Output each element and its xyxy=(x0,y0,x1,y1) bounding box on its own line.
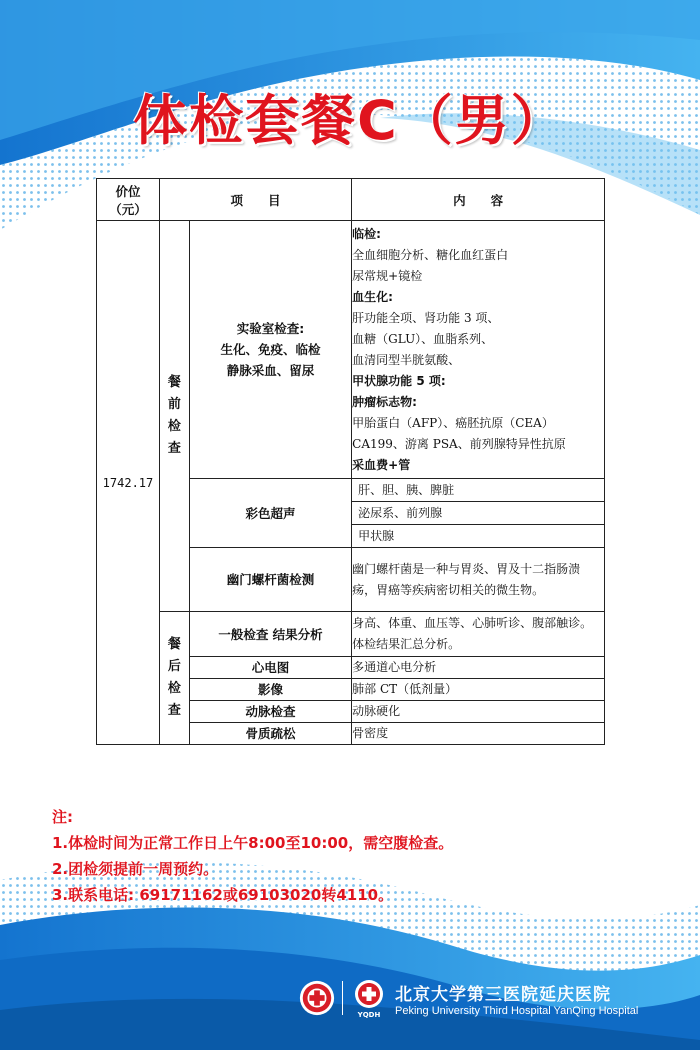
package-table xyxy=(96,178,605,745)
lab-content-line: 临检: xyxy=(352,226,381,241)
after-content-cell: 多通道心电分析 xyxy=(352,657,605,679)
table-row-after xyxy=(97,612,605,657)
lab-content-line: 血糖（GLU）、血脂系列、 xyxy=(352,331,494,346)
lab-content-cell xyxy=(352,221,605,479)
ultrasound-item-cell: 彩色超声 xyxy=(189,479,351,548)
notes xyxy=(52,804,453,908)
after-content-cell: 骨密度 xyxy=(352,723,605,745)
lab-content-line: 甲胎蛋白（AFP）、癌胚抗原（CEA） xyxy=(352,415,554,430)
lab-item-line: 生化、免疫、临检 xyxy=(220,342,321,357)
hospital-name xyxy=(395,980,638,1017)
after-content-cell: 身高、体重、血压等、心肺听诊、腹部触诊。体检结果汇总分析。 xyxy=(352,612,605,657)
after-item-cell: 动脉检查 xyxy=(189,701,351,723)
hp-content-cell: 幽门螺杆菌是一种与胃炎、胃及十二指肠溃疡，胃癌等疾病密切相关的微生物。 xyxy=(352,548,605,612)
hospital-name-en: Peking University Third Hospital YanQing Hospital xyxy=(395,1004,639,1017)
stage-after-meal xyxy=(159,612,189,745)
hospital-emblem-icon xyxy=(298,979,336,1017)
logo-text: YQDH xyxy=(357,1011,381,1019)
ultrasound-line: 泌尿系、前列腺 xyxy=(352,502,604,525)
lab-content-line: 全血细胞分析、糖化血红蛋白 xyxy=(352,247,509,262)
lab-content-line: CA199、游离 PSA、前列腺特异性抗原 xyxy=(352,436,566,451)
header-price xyxy=(97,179,160,221)
header-price-line2: （元） xyxy=(109,201,147,217)
lab-content-line: 甲状腺功能 5 项: xyxy=(352,373,446,388)
lab-content-line: 尿常规+镜检 xyxy=(352,268,423,283)
ultrasound-line: 肝、胆、胰、脾脏 xyxy=(352,479,604,502)
hospital-logo-icon xyxy=(349,977,389,1019)
notes-heading: 注: xyxy=(52,808,73,826)
page-title: 体检套餐C（男） xyxy=(133,89,567,152)
after-content-cell: 动脉硬化 xyxy=(352,701,605,723)
table-header-row xyxy=(97,179,605,221)
hospital-name-cn: 北京大学第三医院延庆医院 xyxy=(395,984,611,1005)
stage-before-meal xyxy=(159,221,189,612)
ultrasound-content-cell xyxy=(352,479,605,548)
header-content: 内 容 xyxy=(352,179,605,221)
footer-branding xyxy=(298,977,638,1019)
logo-separator xyxy=(342,981,343,1015)
stage-before-label: 餐前检查 xyxy=(167,375,181,456)
lab-item-line: 实验室检查: xyxy=(236,321,305,336)
after-item-cell: 骨质疏松 xyxy=(189,723,351,745)
lab-content-line: 肝功能全项、肾功能 3 项、 xyxy=(352,310,500,325)
lab-content-line: 血清同型半胱氨酸、 xyxy=(352,352,461,367)
after-item-cell: 心电图 xyxy=(189,657,351,679)
after-content-cell: 肺部 CT（低剂量） xyxy=(352,679,605,701)
lab-item-cell xyxy=(189,221,351,479)
table-row-lab xyxy=(97,221,605,479)
lab-content-line: 血生化: xyxy=(352,289,393,304)
after-item-cell: 影像 xyxy=(189,679,351,701)
lab-content-line: 采血费+管 xyxy=(352,457,411,472)
header-price-line1: 价位 xyxy=(115,183,141,199)
note-item: 1.体检时间为正常工作日上午8:00至10:00，需空腹检查。 xyxy=(52,834,454,852)
stage-after-label: 餐后检查 xyxy=(167,637,181,718)
note-item: 2.团检须提前一周预约。 xyxy=(52,860,219,878)
price-cell: 1742.17 xyxy=(97,221,160,745)
hp-item-cell: 幽门螺杆菌检测 xyxy=(189,548,351,612)
note-item: 3.联系电话: 69171162或69103020转4110。 xyxy=(52,886,394,904)
header-item: 项 目 xyxy=(159,179,351,221)
lab-content-line: 肿瘤标志物: xyxy=(352,394,417,409)
ultrasound-line: 甲状腺 xyxy=(358,529,395,543)
after-item-cell: 一般检查 结果分析 xyxy=(189,612,351,657)
lab-item-line: 静脉采血、留尿 xyxy=(226,363,315,378)
